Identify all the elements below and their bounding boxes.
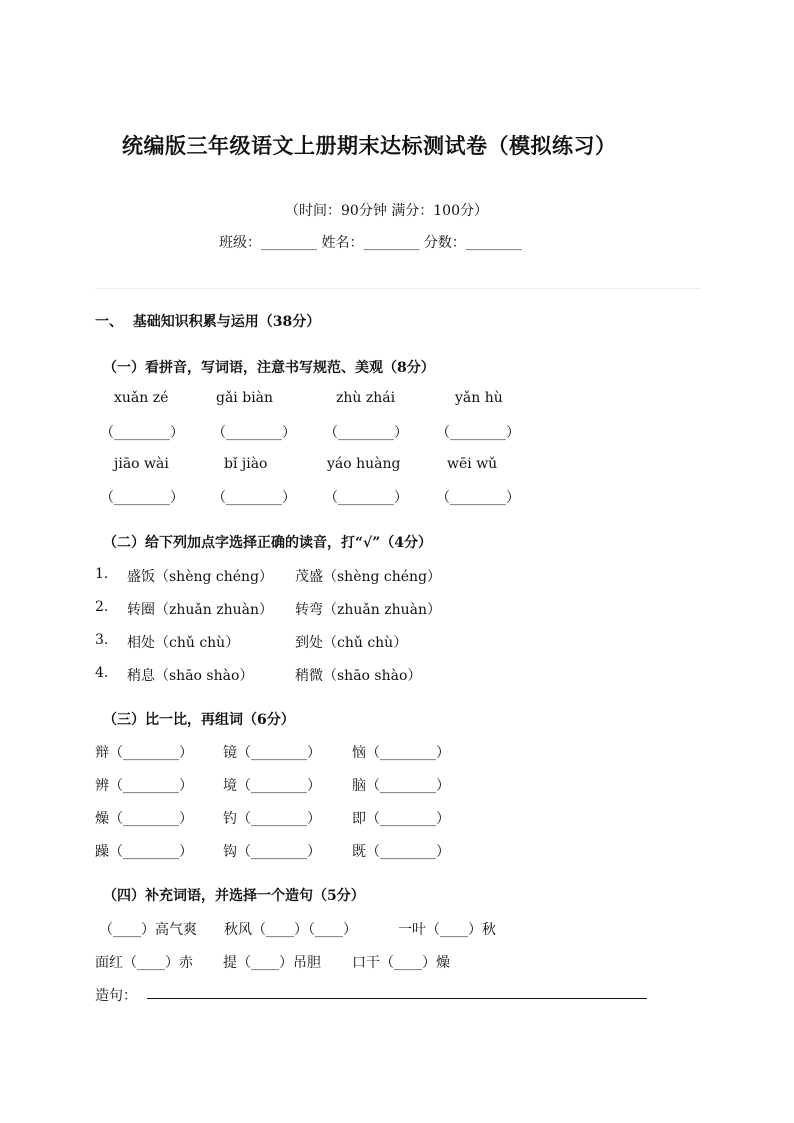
word-group-blank[interactable]: 辨（________） (95, 778, 193, 794)
word-group-blank[interactable]: 躁（________） (95, 844, 193, 860)
reading-option-b[interactable]: 转弯（zhuǎn zhuàn） (295, 602, 441, 618)
word-group-blank[interactable]: 脑（________） (352, 778, 450, 794)
answer-blank[interactable]: （________） (324, 490, 408, 506)
reading-option-b[interactable]: 稍微（shāo shào） (295, 668, 422, 684)
question-4-heading: （四）补充词语，并选择一个造句（5分） (103, 888, 365, 904)
sentence-label: 造句： (95, 988, 137, 1004)
word-group-blank[interactable]: 钓（________） (223, 811, 321, 827)
divider (95, 288, 701, 289)
answer-blank[interactable]: （________） (212, 425, 296, 441)
word-group-blank[interactable]: 钩（________） (223, 844, 321, 860)
idiom-blank[interactable]: 一叶（____）秋 (398, 922, 496, 938)
answer-blank[interactable]: （________） (100, 425, 184, 441)
sentence-answer-line[interactable] (147, 998, 647, 999)
word-group-blank[interactable]: 即（________） (352, 811, 450, 827)
item-number: 1. (95, 566, 109, 582)
student-info: 班级：________ 姓名：________ 分数：________ (219, 235, 522, 251)
idiom-blank[interactable]: 提（____）吊胆 (223, 955, 321, 971)
item-number: 3. (95, 632, 109, 648)
word-group-blank[interactable]: 镜（________） (223, 745, 321, 761)
pinyin-4: yǎn hù (455, 390, 503, 406)
reading-option-b[interactable]: 到处（chǔ chù） (295, 635, 408, 651)
word-group-blank[interactable]: 境（________） (223, 778, 321, 794)
pinyin-2: gǎi biàn (216, 390, 274, 406)
idiom-blank[interactable]: （____）高气爽 (99, 922, 197, 938)
word-group-blank[interactable]: 辩（________） (95, 745, 193, 761)
answer-blank[interactable]: （________） (100, 490, 184, 506)
exam-info: （时间：90分钟 满分：100分） (285, 203, 488, 219)
answer-blank[interactable]: （________） (436, 425, 520, 441)
word-group-blank[interactable]: 既（________） (352, 844, 450, 860)
question-3-heading: （三）比一比，再组词（6分） (103, 712, 295, 728)
answer-blank[interactable]: （________） (212, 490, 296, 506)
page-title: 统编版三年级语文上册期末达标测试卷（模拟练习） (122, 133, 617, 158)
pinyin-5: jiāo wài (114, 456, 169, 472)
word-group-blank[interactable]: 恼（________） (352, 745, 450, 761)
pinyin-6: bǐ jiào (224, 456, 268, 472)
idiom-blank[interactable]: 口干（____）燥 (352, 955, 450, 971)
reading-option-a[interactable]: 相处（chǔ chù） (127, 635, 240, 651)
reading-option-a[interactable]: 转圈（zhuǎn zhuàn） (127, 602, 273, 618)
reading-option-a[interactable]: 盛饭（shèng chéng） (127, 569, 274, 585)
section-1-heading: 一、 基础知识积累与运用（38分） (95, 314, 321, 330)
answer-blank[interactable]: （________） (436, 490, 520, 506)
word-group-blank[interactable]: 燥（________） (95, 811, 193, 827)
reading-option-b[interactable]: 茂盛（shèng chéng） (295, 569, 442, 585)
pinyin-7: yáo huàng (327, 456, 401, 472)
item-number: 4. (95, 665, 109, 681)
answer-blank[interactable]: （________） (324, 425, 408, 441)
item-number: 2. (95, 599, 109, 615)
pinyin-8: wēi wǔ (447, 456, 498, 472)
question-1-heading: （一）看拼音，写词语，注意书写规范、美观（8分） (103, 360, 435, 376)
reading-option-a[interactable]: 稍息（shāo shào） (127, 668, 254, 684)
question-2-heading: （二）给下列加点字选择正确的读音，打“√”（4分） (103, 535, 433, 551)
idiom-blank[interactable]: 面红（____）赤 (95, 955, 193, 971)
pinyin-3: zhù zhái (336, 390, 396, 406)
idiom-blank[interactable]: 秋风（____）（____） (224, 922, 357, 938)
pinyin-1: xuǎn zé (114, 390, 169, 406)
